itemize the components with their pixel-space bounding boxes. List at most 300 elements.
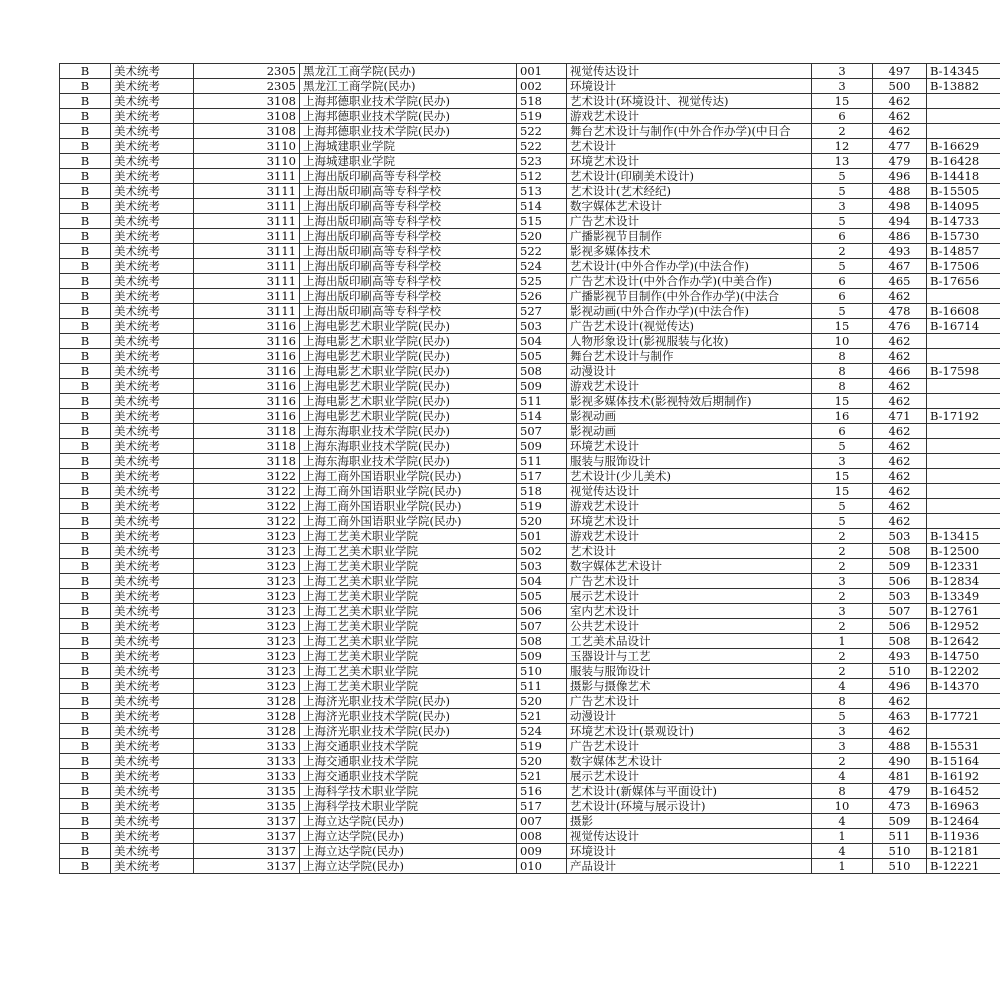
exam-type-cell: 美术统考 [111,154,194,169]
major-code-cell: 514 [517,199,567,214]
table-row [60,259,1000,274]
batch-cell: B [60,484,111,499]
batch-cell: B [60,169,111,184]
major-name-cell: 广告艺术设计 [567,739,812,754]
batch-cell: B [60,79,111,94]
batch-cell: B [60,694,111,709]
school-name-cell: 上海工艺美术职业学院 [300,559,517,574]
quota-cell: 15 [812,394,873,409]
batch-cell: B [60,304,111,319]
rank-cell: B-16963 [927,799,1000,814]
major-code-cell: 522 [517,244,567,259]
school-name-cell: 上海邦德职业技术学院(民办) [300,94,517,109]
batch-cell: B [60,229,111,244]
table-row [60,214,1000,229]
exam-type-cell: 美术统考 [111,79,194,94]
exam-type-cell: 美术统考 [111,724,194,739]
school-code-cell: 3128 [194,709,300,724]
school-code-cell: 3137 [194,859,300,874]
rank-cell [927,349,1000,364]
batch-cell: B [60,154,111,169]
quota-cell: 1 [812,829,873,844]
school-code-cell: 3116 [194,379,300,394]
rank-cell: B-12761 [927,604,1000,619]
school-code-cell: 3108 [194,124,300,139]
rank-cell: B-15505 [927,184,1000,199]
major-name-cell: 动漫设计 [567,364,812,379]
min-score-cell: 508 [873,634,927,649]
batch-cell: B [60,649,111,664]
major-code-cell: 521 [517,709,567,724]
table-row [60,439,1000,454]
school-name-cell: 上海济光职业技术学院(民办) [300,724,517,739]
school-code-cell: 3110 [194,139,300,154]
major-code-cell: 509 [517,649,567,664]
table-row [60,694,1000,709]
batch-cell: B [60,289,111,304]
quota-cell: 4 [812,679,873,694]
rank-cell: B-16714 [927,319,1000,334]
batch-cell: B [60,379,111,394]
rank-cell [927,424,1000,439]
major-name-cell: 艺术设计(新媒体与平面设计) [567,784,812,799]
school-name-cell: 上海邦德职业技术学院(民办) [300,109,517,124]
rank-cell [927,109,1000,124]
major-name-cell: 游戏艺术设计 [567,379,812,394]
min-score-cell: 462 [873,484,927,499]
school-code-cell: 3123 [194,544,300,559]
min-score-cell: 496 [873,679,927,694]
rank-cell [927,454,1000,469]
min-score-cell: 503 [873,589,927,604]
exam-type-cell: 美术统考 [111,859,194,874]
quota-cell: 2 [812,529,873,544]
major-name-cell: 舞台艺术设计与制作(中外合作办学)(中日合 [567,124,812,139]
quota-cell: 2 [812,664,873,679]
major-code-cell: 516 [517,784,567,799]
min-score-cell: 467 [873,259,927,274]
exam-type-cell: 美术统考 [111,214,194,229]
batch-cell: B [60,64,111,79]
exam-type-cell: 美术统考 [111,814,194,829]
major-name-cell: 服装与服饰设计 [567,454,812,469]
exam-type-cell: 美术统考 [111,184,194,199]
min-score-cell: 463 [873,709,927,724]
table-row [60,334,1000,349]
major-name-cell: 艺术设计 [567,544,812,559]
min-score-cell: 479 [873,784,927,799]
min-score-cell: 462 [873,514,927,529]
exam-type-cell: 美术统考 [111,679,194,694]
major-name-cell: 数字媒体艺术设计 [567,754,812,769]
batch-cell: B [60,199,111,214]
batch-cell: B [60,259,111,274]
major-code-cell: 511 [517,454,567,469]
major-name-cell: 视觉传达设计 [567,64,812,79]
quota-cell: 6 [812,274,873,289]
major-code-cell: 514 [517,409,567,424]
quota-cell: 15 [812,319,873,334]
school-code-cell: 3123 [194,559,300,574]
batch-cell: B [60,499,111,514]
min-score-cell: 462 [873,289,927,304]
rank-cell [927,94,1000,109]
min-score-cell: 490 [873,754,927,769]
school-name-cell: 上海立达学院(民办) [300,859,517,874]
quota-cell: 6 [812,424,873,439]
major-name-cell: 影视动画(中外合作办学)(中法合作) [567,304,812,319]
school-code-cell: 3133 [194,769,300,784]
school-name-cell: 上海电影艺术职业学院(民办) [300,394,517,409]
major-code-cell: 522 [517,124,567,139]
school-name-cell: 上海出版印刷高等专科学校 [300,199,517,214]
table-row [60,139,1000,154]
major-name-cell: 数字媒体艺术设计 [567,199,812,214]
school-name-cell: 上海工艺美术职业学院 [300,574,517,589]
quota-cell: 2 [812,244,873,259]
min-score-cell: 508 [873,544,927,559]
school-name-cell: 上海出版印刷高等专科学校 [300,304,517,319]
quota-cell: 12 [812,139,873,154]
quota-cell: 6 [812,109,873,124]
school-code-cell: 3118 [194,454,300,469]
batch-cell: B [60,544,111,559]
exam-type-cell: 美术统考 [111,379,194,394]
major-code-cell: 524 [517,259,567,274]
quota-cell: 5 [812,169,873,184]
major-code-cell: 505 [517,349,567,364]
exam-type-cell: 美术统考 [111,259,194,274]
major-name-cell: 舞台艺术设计与制作 [567,349,812,364]
quota-cell: 3 [812,64,873,79]
rank-cell [927,514,1000,529]
school-code-cell: 3123 [194,664,300,679]
major-name-cell: 游戏艺术设计 [567,109,812,124]
min-score-cell: 462 [873,334,927,349]
quota-cell: 5 [812,214,873,229]
school-code-cell: 3123 [194,679,300,694]
exam-type-cell: 美术统考 [111,109,194,124]
rank-cell [927,334,1000,349]
school-code-cell: 3137 [194,829,300,844]
major-code-cell: 519 [517,499,567,514]
school-code-cell: 3128 [194,724,300,739]
major-name-cell: 艺术设计(中外合作办学)(中法合作) [567,259,812,274]
major-name-cell: 广告艺术设计 [567,574,812,589]
table-row [60,199,1000,214]
exam-type-cell: 美术统考 [111,394,194,409]
school-name-cell: 上海科学技术职业学院 [300,799,517,814]
exam-type-cell: 美术统考 [111,709,194,724]
quota-cell: 2 [812,754,873,769]
school-name-cell: 上海工艺美术职业学院 [300,679,517,694]
rank-cell: B-12834 [927,574,1000,589]
table-row [60,244,1000,259]
table-row [60,484,1000,499]
school-name-cell: 上海出版印刷高等专科学校 [300,184,517,199]
exam-type-cell: 美术统考 [111,739,194,754]
rank-cell [927,379,1000,394]
exam-type-cell: 美术统考 [111,844,194,859]
exam-type-cell: 美术统考 [111,514,194,529]
school-name-cell: 上海出版印刷高等专科学校 [300,244,517,259]
major-code-cell: 515 [517,214,567,229]
table-row [60,619,1000,634]
major-name-cell: 环境艺术设计(景观设计) [567,724,812,739]
school-code-cell: 3116 [194,409,300,424]
school-name-cell: 上海出版印刷高等专科学校 [300,274,517,289]
batch-cell: B [60,319,111,334]
table-row [60,424,1000,439]
major-code-cell: 517 [517,469,567,484]
batch-cell: B [60,784,111,799]
min-score-cell: 462 [873,469,927,484]
major-code-cell: 508 [517,364,567,379]
school-name-cell: 上海出版印刷高等专科学校 [300,229,517,244]
exam-type-cell: 美术统考 [111,94,194,109]
school-name-cell: 上海邦德职业技术学院(民办) [300,124,517,139]
table-row [60,634,1000,649]
school-code-cell: 3135 [194,799,300,814]
min-score-cell: 496 [873,169,927,184]
min-score-cell: 488 [873,739,927,754]
min-score-cell: 503 [873,529,927,544]
exam-type-cell: 美术统考 [111,304,194,319]
school-name-cell: 上海工艺美术职业学院 [300,664,517,679]
major-name-cell: 广告艺术设计(中外合作办学)(中美合作) [567,274,812,289]
quota-cell: 2 [812,619,873,634]
school-code-cell: 3137 [194,814,300,829]
school-name-cell: 上海工艺美术职业学院 [300,529,517,544]
major-name-cell: 艺术设计(印刷美术设计) [567,169,812,184]
exam-type-cell: 美术统考 [111,319,194,334]
min-score-cell: 462 [873,349,927,364]
major-name-cell: 艺术设计(艺术经纪) [567,184,812,199]
quota-cell: 5 [812,514,873,529]
major-name-cell: 动漫设计 [567,709,812,724]
school-code-cell: 2305 [194,79,300,94]
major-name-cell: 数字媒体艺术设计 [567,559,812,574]
table-row [60,799,1000,814]
school-code-cell: 3123 [194,589,300,604]
exam-type-cell: 美术统考 [111,574,194,589]
rank-cell: B-16452 [927,784,1000,799]
school-code-cell: 3111 [194,244,300,259]
major-name-cell: 影视动画 [567,424,812,439]
major-name-cell: 视觉传达设计 [567,484,812,499]
school-name-cell: 上海交通职业技术学院 [300,754,517,769]
major-name-cell: 艺术设计(环境与展示设计) [567,799,812,814]
min-score-cell: 462 [873,424,927,439]
table-row [60,229,1000,244]
batch-cell: B [60,349,111,364]
table-row [60,709,1000,724]
exam-type-cell: 美术统考 [111,229,194,244]
major-code-cell: 009 [517,844,567,859]
major-name-cell: 广播影视节目制作 [567,229,812,244]
batch-cell: B [60,424,111,439]
school-name-cell: 上海电影艺术职业学院(民办) [300,334,517,349]
school-name-cell: 上海出版印刷高等专科学校 [300,214,517,229]
table-row [60,814,1000,829]
rank-cell [927,724,1000,739]
rank-cell: B-11936 [927,829,1000,844]
rank-cell: B-13415 [927,529,1000,544]
school-code-cell: 3111 [194,274,300,289]
table-row [60,499,1000,514]
major-name-cell: 产品设计 [567,859,812,874]
batch-cell: B [60,94,111,109]
batch-cell: B [60,244,111,259]
min-score-cell: 471 [873,409,927,424]
major-code-cell: 501 [517,529,567,544]
quota-cell: 3 [812,79,873,94]
batch-cell: B [60,799,111,814]
batch-cell: B [60,529,111,544]
min-score-cell: 494 [873,214,927,229]
rank-cell: B-14418 [927,169,1000,184]
batch-cell: B [60,754,111,769]
school-code-cell: 3123 [194,634,300,649]
rank-cell [927,289,1000,304]
school-name-cell: 上海电影艺术职业学院(民办) [300,319,517,334]
rank-cell: B-16192 [927,769,1000,784]
batch-cell: B [60,814,111,829]
school-code-cell: 3116 [194,334,300,349]
major-name-cell: 人物形象设计(影视服装与化妆) [567,334,812,349]
school-code-cell: 3128 [194,694,300,709]
batch-cell: B [60,394,111,409]
quota-cell: 5 [812,184,873,199]
quota-cell: 1 [812,859,873,874]
major-code-cell: 526 [517,289,567,304]
quota-cell: 2 [812,124,873,139]
exam-type-cell: 美术统考 [111,499,194,514]
min-score-cell: 462 [873,394,927,409]
table-row [60,544,1000,559]
quota-cell: 4 [812,844,873,859]
school-name-cell: 上海工艺美术职业学院 [300,604,517,619]
exam-type-cell: 美术统考 [111,544,194,559]
table-row [60,559,1000,574]
exam-type-cell: 美术统考 [111,469,194,484]
major-name-cell: 艺术设计(环境设计、视觉传达) [567,94,812,109]
min-score-cell: 493 [873,649,927,664]
quota-cell: 10 [812,334,873,349]
exam-type-cell: 美术统考 [111,754,194,769]
quota-cell: 3 [812,724,873,739]
school-name-cell: 上海工商外国语职业学院(民办) [300,484,517,499]
min-score-cell: 509 [873,559,927,574]
batch-cell: B [60,829,111,844]
major-name-cell: 广播影视节目制作(中外合作办学)(中法合 [567,289,812,304]
school-code-cell: 3116 [194,394,300,409]
major-name-cell: 影视多媒体技术 [567,244,812,259]
school-name-cell: 上海立达学院(民办) [300,844,517,859]
batch-cell: B [60,634,111,649]
batch-cell: B [60,454,111,469]
exam-type-cell: 美术统考 [111,244,194,259]
major-code-cell: 002 [517,79,567,94]
min-score-cell: 500 [873,79,927,94]
school-name-cell: 上海工商外国语职业学院(民办) [300,514,517,529]
quota-cell: 5 [812,439,873,454]
rank-cell: B-16428 [927,154,1000,169]
school-name-cell: 上海工艺美术职业学院 [300,544,517,559]
rank-cell [927,124,1000,139]
min-score-cell: 507 [873,604,927,619]
major-code-cell: 007 [517,814,567,829]
school-name-cell: 上海工艺美术职业学院 [300,589,517,604]
table-row [60,304,1000,319]
school-code-cell: 3111 [194,304,300,319]
school-name-cell: 上海城建职业学院 [300,139,517,154]
exam-type-cell: 美术统考 [111,829,194,844]
major-name-cell: 展示艺术设计 [567,589,812,604]
major-name-cell: 环境设计 [567,79,812,94]
exam-type-cell: 美术统考 [111,529,194,544]
batch-cell: B [60,589,111,604]
school-code-cell: 3123 [194,529,300,544]
quota-cell: 5 [812,304,873,319]
school-code-cell: 3135 [194,784,300,799]
min-score-cell: 462 [873,724,927,739]
table-row [60,844,1000,859]
major-name-cell: 艺术设计(少儿美术) [567,469,812,484]
table-row [60,274,1000,289]
quota-cell: 2 [812,649,873,664]
major-code-cell: 524 [517,724,567,739]
rank-cell: B-17192 [927,409,1000,424]
exam-type-cell: 美术统考 [111,784,194,799]
major-code-cell: 508 [517,634,567,649]
major-code-cell: 520 [517,754,567,769]
batch-cell: B [60,409,111,424]
school-name-cell: 上海科学技术职业学院 [300,784,517,799]
table-row [60,829,1000,844]
school-name-cell: 上海济光职业技术学院(民办) [300,709,517,724]
min-score-cell: 462 [873,124,927,139]
min-score-cell: 511 [873,829,927,844]
table-body [60,64,1000,874]
major-code-cell: 505 [517,589,567,604]
major-code-cell: 522 [517,139,567,154]
min-score-cell: 477 [873,139,927,154]
rank-cell [927,484,1000,499]
rank-cell [927,499,1000,514]
school-name-cell: 上海交通职业技术学院 [300,769,517,784]
exam-type-cell: 美术统考 [111,454,194,469]
table-row [60,289,1000,304]
major-code-cell: 506 [517,604,567,619]
school-code-cell: 3122 [194,499,300,514]
min-score-cell: 493 [873,244,927,259]
major-name-cell: 摄影与摄像艺术 [567,679,812,694]
major-code-cell: 504 [517,334,567,349]
batch-cell: B [60,664,111,679]
major-name-cell: 艺术设计 [567,139,812,154]
quota-cell: 6 [812,289,873,304]
major-code-cell: 527 [517,304,567,319]
exam-type-cell: 美术统考 [111,199,194,214]
school-code-cell: 3111 [194,289,300,304]
min-score-cell: 462 [873,454,927,469]
exam-type-cell: 美术统考 [111,424,194,439]
school-code-cell: 3116 [194,364,300,379]
admission-score-table [59,63,1000,874]
rank-cell: B-14370 [927,679,1000,694]
school-name-cell: 上海立达学院(民办) [300,814,517,829]
